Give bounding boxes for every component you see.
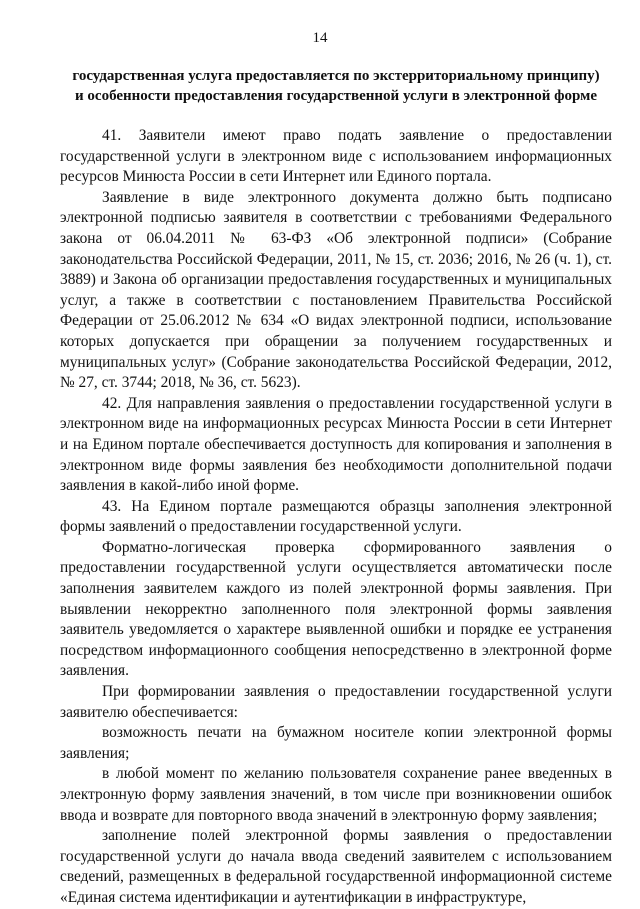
paragraph-format-check: Форматно-логическая проверка сформированного заявления о предоставлении государственной услуги осуществляется автоматически после заполнения заявителем каждого из полей электронной формы заявления. При выявлении некорректно заполненного поля электронной формы заявления заявитель уведомляется о характере выявленной ошибки и порядке ее устранения посредством информационного сообщения непосредственно в электронной форме заявления.: [60, 538, 612, 680]
paragraph-43: 43. На Едином портале размещаются образцы заполнения электронной формы заявлений о предоставлении государственной услуги.: [60, 497, 612, 536]
paragraph-save-values: в любой момент по желанию пользователя сохранение ранее введенных в электронную форму заявления значений, в том числе при возникновении ошибок ввода и возврате для повторного ввода значений в электронную форму заявления;: [60, 765, 612, 824]
paragraph-print-copy: возможность печати на бумажном носителе копии электронной формы заявления;: [60, 724, 612, 762]
document-body: [60, 126, 612, 909]
section-heading: [60, 66, 612, 106]
page-number: 14: [312, 30, 328, 46]
paragraph-prefill-fields: заполнение полей электронной формы заявления о предоставлении государственной услуги до начала ввода сведений заявителем с использованием сведений, размещенных в федеральной государственной информационной системе «Единая система идентификации и аутентификации в инфраструктуре,: [60, 827, 612, 906]
paragraph-form-provisions: При формировании заявления о предоставлении государственной услуги заявителю обеспечивается:: [60, 683, 612, 721]
section-heading-line-2: и особенности предоставления государственной услуги в электронной форме: [75, 88, 597, 104]
paragraph-electronic-signature: Заявление в виде электронного документа должно быть подписано электронной подписью заявителя в соответствии с требованиями Федерального закона от 06.04.2011 № 63-ФЗ «Об электронной подписи» (Собрание законодательства Российской Федерации, 2011, № 15, ст. 2036; 2016, № 26 (ч. 1), ст. 3889) и Закона об организации предоставления государственных и муниципальных услуг, а также в соответствии с постановлением Правительства Российской Федерации от 25.06.2012 № 634 «О видах электронной подписи, использование которых допускается при обращении за получением государственных и муниципальных услуг» (Собрание законодательства Российской Федерации, 2012, № 27, ст. 3744; 2018, № 36, ст. 5623).: [60, 188, 612, 392]
section-heading-line-1: государственная услуга предоставляется по экстерриториальному принципу): [72, 68, 600, 84]
paragraph-42: 42. Для направления заявления о предоставлении государственной услуги в электронном виде на информационных ресурсах Минюста России в сети Интернет и на Едином портале обеспечивается доступность для копирования и заполнения в электронном виде формы заявления без необходимости дополнительной подачи заявления в какой-либо иной форме.: [60, 394, 612, 495]
paragraph-41: 41. Заявители имеют право подать заявление о предоставлении государственной услуги в электронном виде с использованием информационных ресурсов Минюста России в сети Интернет или Единого портала.: [60, 127, 612, 186]
